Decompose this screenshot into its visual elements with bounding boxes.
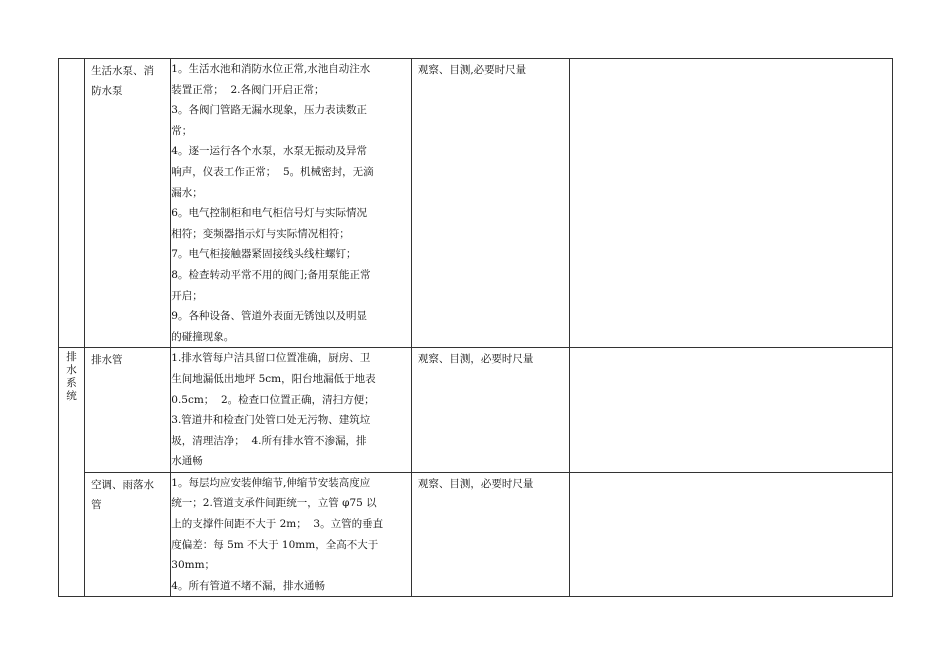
standard-line: 统一；2.管道支承件间距统一，立管 φ75 以 (171, 497, 377, 510)
standard-line: 1.排水管每户洁具留口位置准确，厨房、卫 (171, 352, 371, 365)
standard-cell (171, 472, 412, 597)
extra-cell (570, 472, 893, 597)
system-cell (59, 59, 85, 348)
standard-line: 4。所有管道不堵不漏，排水通畅 (171, 579, 325, 592)
standard-line: 30mm； (171, 559, 216, 572)
method-cell (411, 472, 569, 597)
standard-line: 开启； (171, 289, 203, 302)
standard-line: 圾，清理洁净； 4.所有排水管不渗漏，排 (171, 434, 367, 447)
standard-line: 漏水； (171, 186, 203, 199)
standard-line: 生间地漏低出地坪 5cm，阳台地漏低于地表 (171, 372, 376, 385)
standard-line: 3。各阀门管路无漏水现象，压力表读数正 (171, 104, 367, 117)
standard-line: 的碰撞现象。 (171, 330, 235, 343)
standard-line: 7。电气柜接触器紧固接线头线柱螺钉； (171, 248, 357, 261)
standard-line: 度偏差：每 5m 不大于 10mm，全高不大于 (171, 538, 379, 551)
item-cell (85, 59, 171, 348)
standard-line: 响声，仪表工作正常； 5。机械密封，无滴 (171, 165, 374, 178)
standard-line: 0.5cm； 2。检查口位置正确，清扫方便； (171, 393, 375, 406)
standard-line: 上的支撑件间距不大于 2m； 3。立管的垂直 (171, 518, 384, 531)
method-text: 观察、目测，必要时尺量 (417, 353, 534, 366)
method-cell (411, 348, 569, 473)
standard-line: 6。电气控制柜和电气柜信号灯与实际情况 (171, 207, 367, 220)
table-row (59, 348, 893, 473)
system-label (66, 65, 78, 68)
system-cell (59, 348, 85, 597)
table-row (59, 59, 893, 348)
table-row (59, 472, 893, 597)
item-cell (85, 472, 171, 597)
standard-line: 水通畅 (171, 455, 203, 468)
extra-cell (570, 348, 893, 473)
standard-line: 3.管道井和检查门处管口处无污物、建筑垃 (171, 414, 371, 427)
method-text: 观察、目测，必要时尺量 (417, 477, 534, 490)
standard-line: 常； (171, 124, 193, 137)
standard-line: 8。检查转动平常不用的阀门;备用泵能正常 (171, 268, 371, 281)
inspection-table (58, 58, 893, 597)
standard-line: 4。逐一运行各个水泵，水泵无振动及异常 (171, 145, 367, 158)
extra-cell (570, 59, 893, 348)
standard-cell (171, 59, 412, 348)
method-text: 观察、目测,必要时尺量 (417, 64, 527, 76)
item-cell (85, 348, 171, 473)
item-label: 生活水泵、消防水泵 (91, 65, 155, 97)
standard-line: 装置正常； 2.各阀门开启正常； (171, 83, 325, 96)
standard-line: 相符；变频器指示灯与实际情况相符； (171, 227, 350, 240)
method-cell (411, 59, 569, 348)
system-label: 排水系统 (66, 351, 77, 403)
item-label: 排水管 (91, 354, 123, 367)
standard-line: 1。生活水池和消防水位正常,水池自动注水 (171, 63, 371, 75)
item-label: 空调、雨落水管 (91, 478, 155, 511)
standard-line: 9。各种设备、管道外表面无锈蚀以及明显 (171, 310, 367, 323)
standard-cell (171, 348, 412, 473)
standard-line: 1。每层均应安装伸缩节,伸缩节安装高度应 (171, 476, 371, 489)
